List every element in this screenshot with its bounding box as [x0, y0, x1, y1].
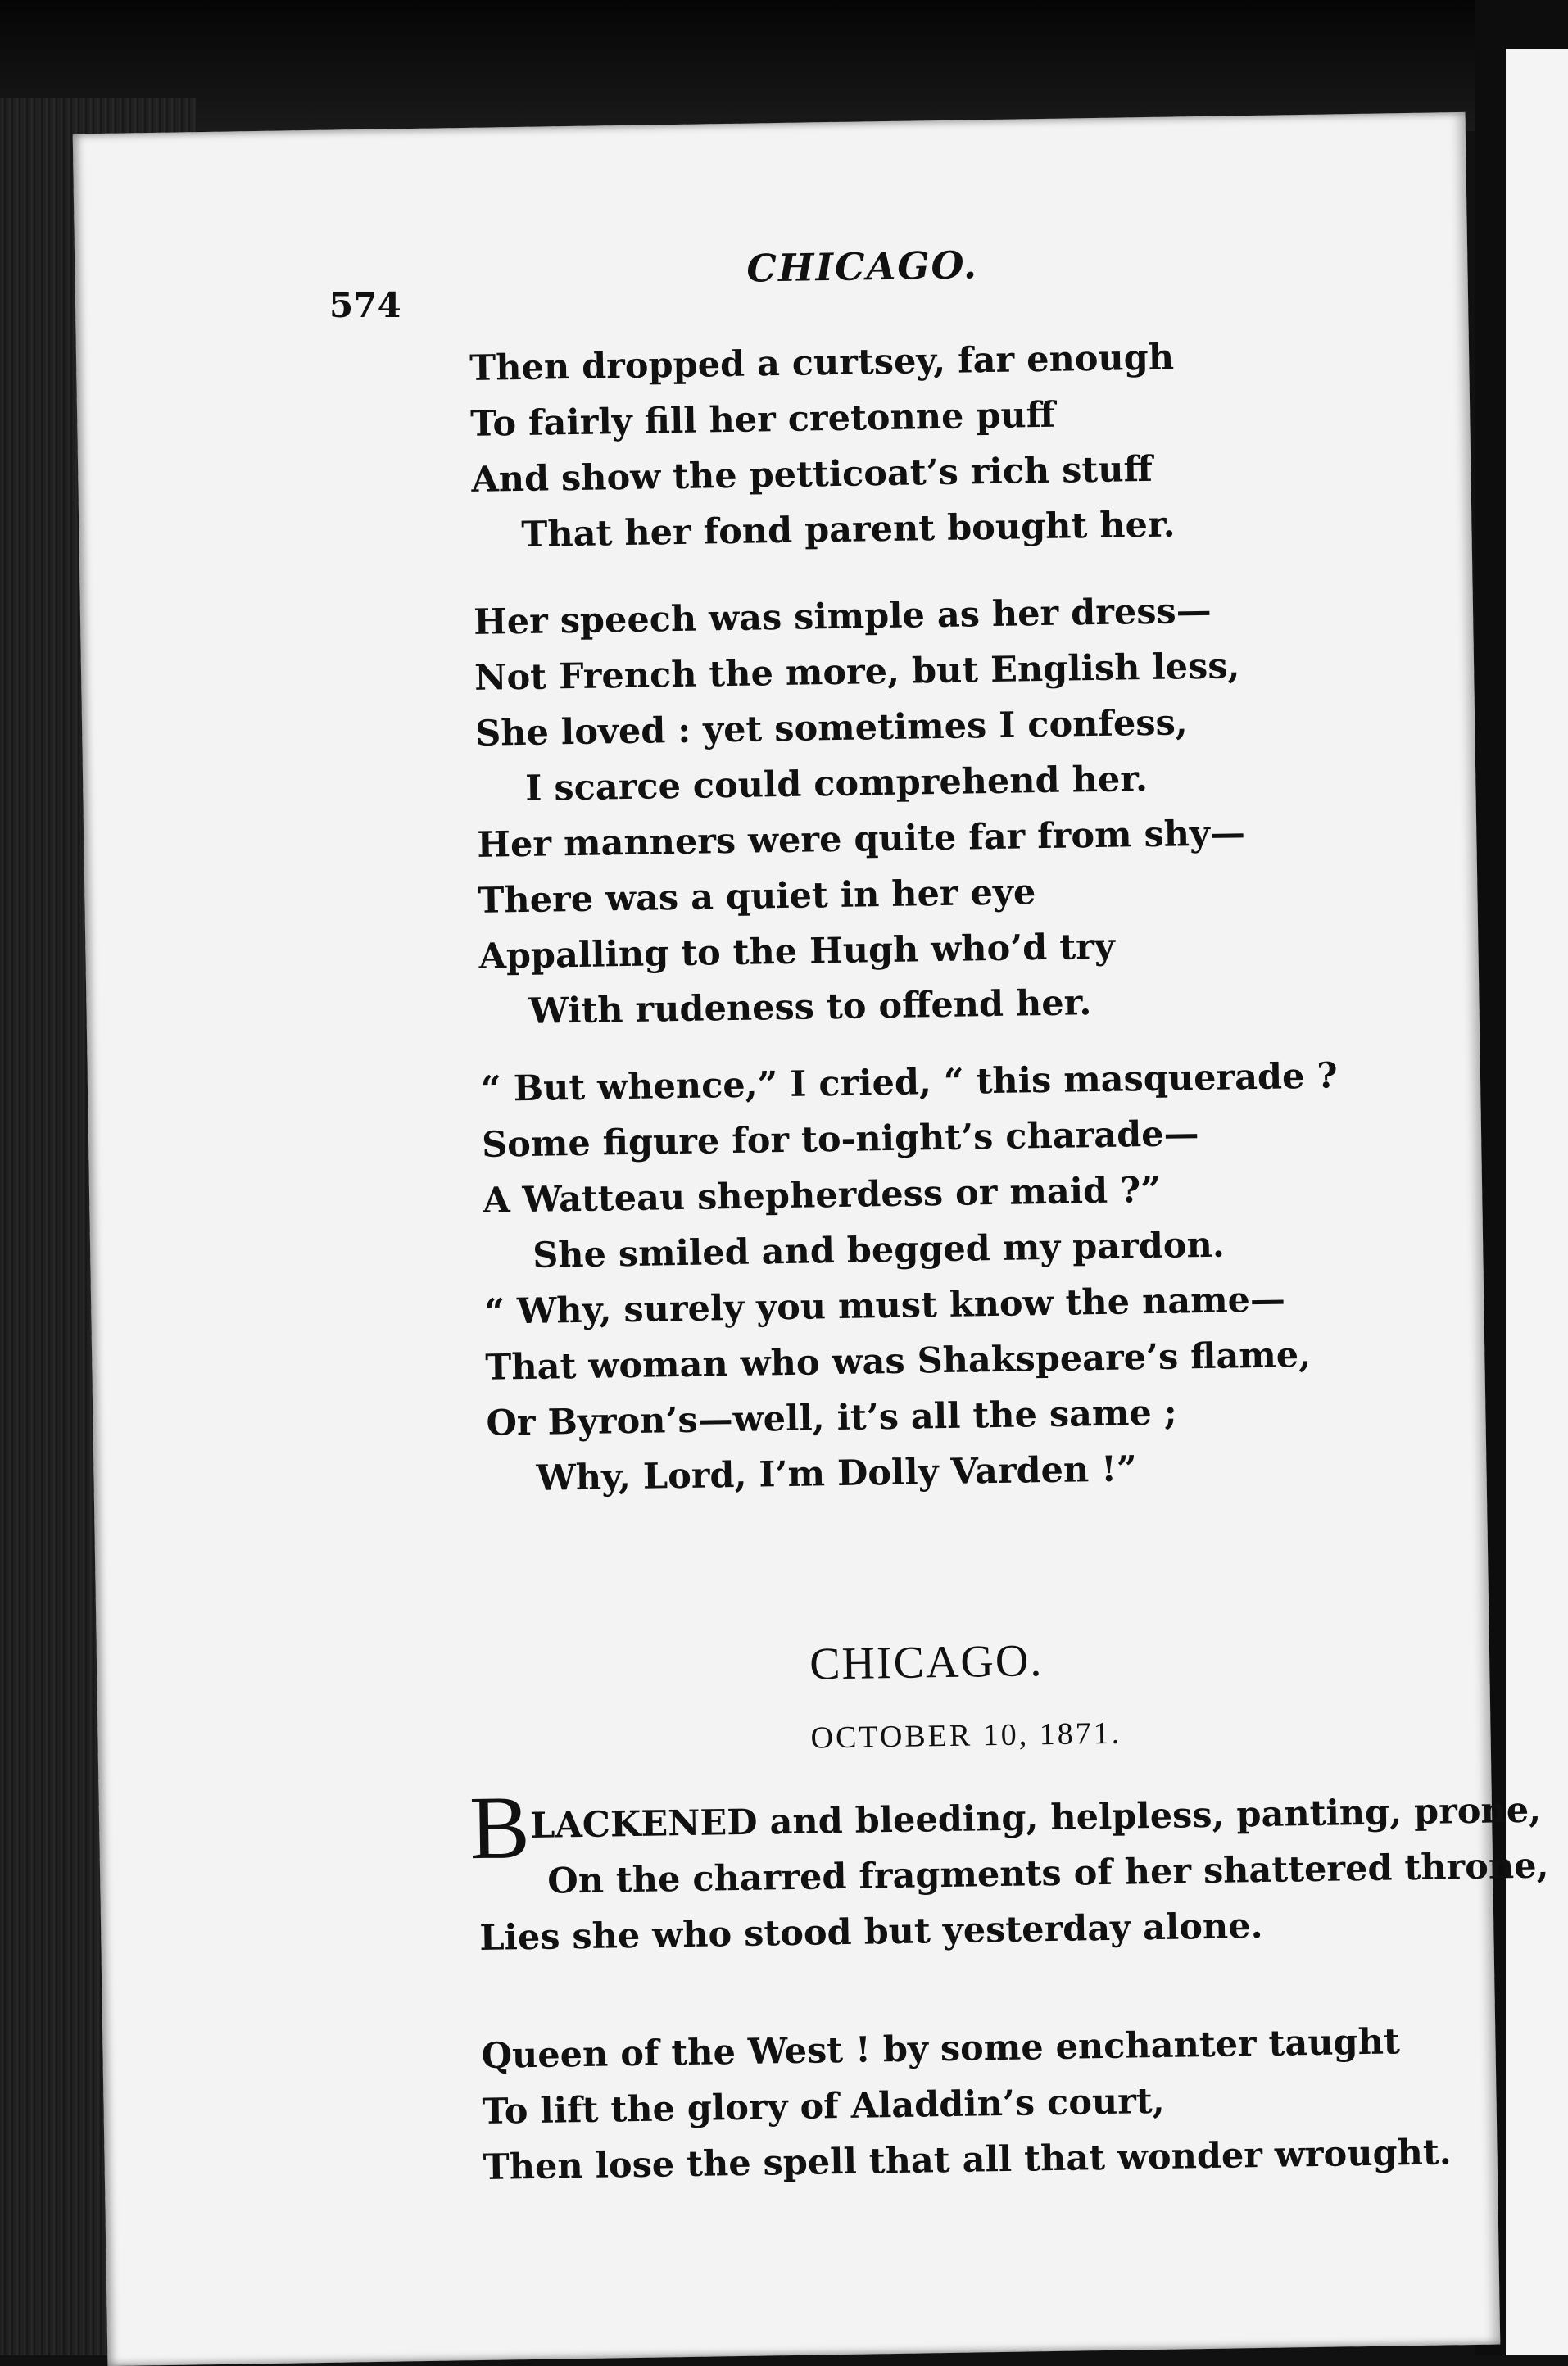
verse-line: She smiled and begged my pardon.: [532, 1224, 1226, 1276]
verse-line: With rudeness to offend her.: [528, 982, 1092, 1032]
poem-stanza-2: [481, 2013, 1452, 2196]
verse-line: Some figure for to-night’s charade—: [481, 1113, 1199, 1166]
stanza-1: [469, 329, 1177, 563]
poem-date: OCTOBER 10, 1871.: [810, 1716, 1122, 1756]
verse-line: LACKENED and bleeding, helpless, panting, prone,: [529, 1789, 1542, 1847]
verse-line: Her speech was simple as her dress—: [473, 590, 1212, 643]
verse-line: That her fond parent bought her.: [521, 504, 1176, 555]
verse-line: A Watteau shepherdess or maid ?”: [482, 1169, 1162, 1222]
verse-line: Then dropped a curtsey, far enough: [469, 337, 1175, 389]
scan-background: [0, 0, 1568, 131]
drop-cap: B: [469, 1777, 531, 1879]
stanza-3: [481, 1048, 1344, 1507]
verse-line: She loved : yet sometimes I confess,: [474, 702, 1189, 755]
stanza-2: [474, 582, 1249, 1040]
poem-title: CHICAGO.: [809, 1635, 1044, 1690]
book-page: [73, 112, 1549, 2366]
verse-line: Appalling to the Hugh who’d try: [478, 926, 1116, 977]
verse-line: Why, Lord, I’m Dolly Varden !”: [536, 1448, 1138, 1499]
poem-stanza-1: [478, 1782, 1550, 1965]
verse-line: Her manners were quite far from shy—: [477, 813, 1246, 866]
verse-line: Not French the more, but English less,: [474, 646, 1240, 699]
verse-line: To lift the glory of Aladdin’s court,: [482, 2080, 1166, 2133]
verse-line: Then lose the spell that all that wonder wrought.: [483, 2132, 1452, 2188]
verse-line: Lies she who stood but yesterday alone.: [478, 1905, 1263, 1959]
verse-line: There was a quiet in her eye: [478, 872, 1036, 922]
verse-line: That woman who was Shakspeare’s flame,: [485, 1334, 1312, 1389]
verse-line: “ But whence,” I cried, “ this masquerade ?: [480, 1055, 1338, 1110]
page-number: 574: [329, 284, 401, 325]
verse-line: To fairly fill her cretonne puff: [469, 394, 1056, 445]
running-head: CHICAGO.: [745, 242, 979, 291]
verse-line: And show the petticoat’s rich stuff: [471, 448, 1153, 501]
verse-line: “ Why, surely you must know the name—: [483, 1279, 1286, 1333]
verse-line: I scarce could comprehend her.: [524, 759, 1149, 809]
verse-line: On the charred fragments of her shattered throne,: [546, 1845, 1549, 1902]
verse-line: Queen of the West ! by some enchanter taught: [481, 2021, 1401, 2077]
facing-page-edge: [1506, 49, 1568, 2355]
verse-line: Or Byron’s—well, it’s all the same ;: [486, 1392, 1178, 1444]
